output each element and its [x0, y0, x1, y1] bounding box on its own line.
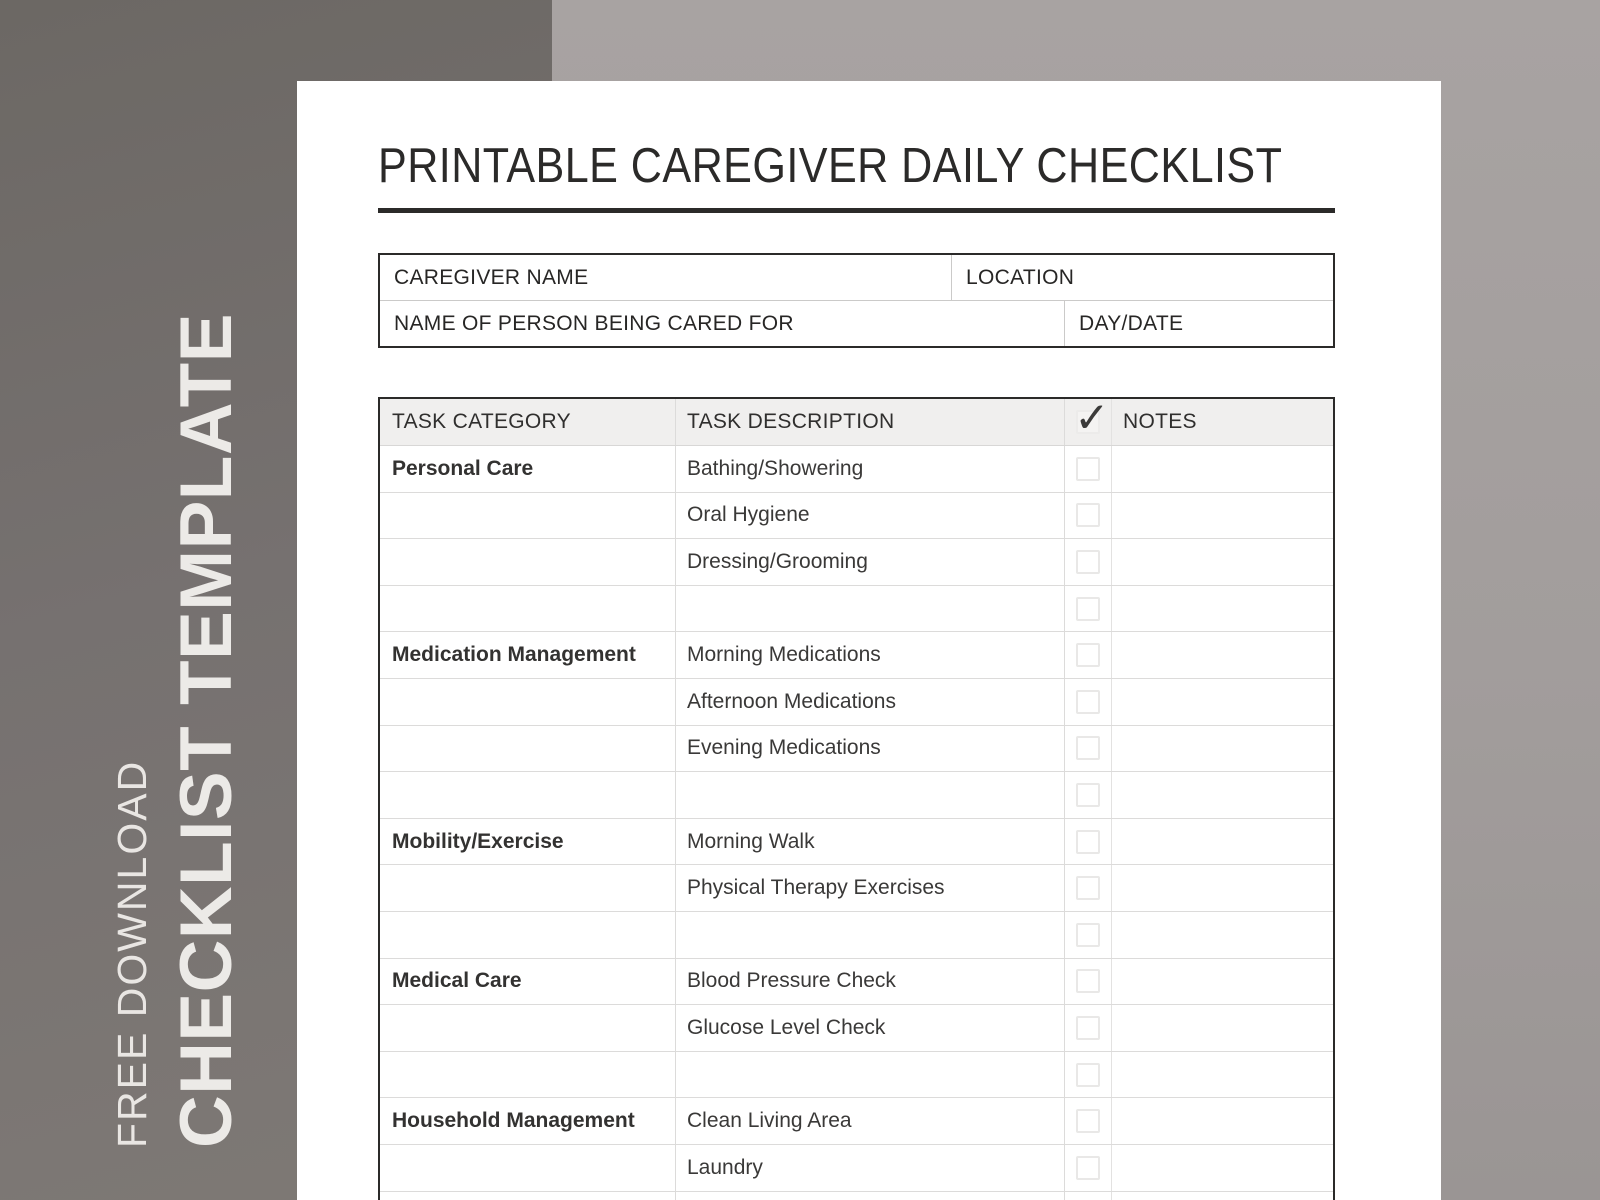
task-category-cell: [380, 1192, 676, 1200]
task-notes-cell: [1112, 865, 1333, 911]
task-row: [380, 959, 1333, 1006]
checkbox[interactable]: [1076, 1063, 1100, 1087]
task-description-cell: Glucose Level Check: [676, 1005, 1065, 1051]
task-description-cell: [676, 1052, 1065, 1098]
task-notes-cell: [1112, 1145, 1333, 1191]
caregiver-name-field: [380, 255, 952, 300]
task-category-cell: [380, 493, 676, 539]
task-notes-cell: [1112, 679, 1333, 725]
task-row: [380, 1052, 1333, 1099]
task-notes-cell: [1112, 959, 1333, 1005]
checkbox[interactable]: [1076, 457, 1100, 481]
task-category-cell: Mobility/Exercise: [380, 819, 676, 865]
task-description-cell: [676, 586, 1065, 632]
task-category-cell: [380, 539, 676, 585]
header-task-category: TASK CATEGORY: [380, 399, 676, 445]
task-check-cell: [1065, 679, 1112, 725]
task-category-cell: Personal Care: [380, 446, 676, 492]
info-row-1: [380, 255, 1333, 301]
task-row: [380, 539, 1333, 586]
task-notes-cell: [1112, 586, 1333, 632]
task-check-cell: [1065, 1005, 1112, 1051]
task-row: [380, 632, 1333, 679]
task-category-cell: [380, 679, 676, 725]
checkmark-icon: ✓: [1074, 392, 1110, 442]
task-notes-cell: [1112, 912, 1333, 958]
location-label: LOCATION: [966, 265, 1075, 289]
checkbox[interactable]: [1076, 923, 1100, 947]
task-description-cell: Clean Living Area: [676, 1098, 1065, 1144]
header-check-column: [1065, 392, 1112, 445]
task-description-cell: [676, 912, 1065, 958]
header-task-description: TASK DESCRIPTION: [676, 399, 1065, 445]
caregiver-name-label: CAREGIVER NAME: [394, 265, 589, 289]
checkbox[interactable]: [1076, 1109, 1100, 1133]
task-row: [380, 1005, 1333, 1052]
vertical-free-download-label: FREE DOWNLOAD: [109, 759, 155, 1148]
task-description-cell: Oral Hygiene: [676, 493, 1065, 539]
task-check-cell: [1065, 726, 1112, 772]
task-description-cell: Blood Pressure Check: [676, 959, 1065, 1005]
task-description-cell: Afternoon Medications: [676, 679, 1065, 725]
task-check-cell: [1065, 446, 1112, 492]
task-row: [380, 726, 1333, 773]
title-divider: [378, 208, 1335, 213]
task-description-cell: Morning Medications: [676, 632, 1065, 678]
task-category-cell: Medication Management: [380, 632, 676, 678]
person-cared-for-label: NAME OF PERSON BEING CARED FOR: [394, 311, 794, 335]
task-table-header: [380, 392, 1333, 446]
task-row: [380, 586, 1333, 633]
checkbox[interactable]: [1076, 597, 1100, 621]
task-notes-cell: [1112, 1005, 1333, 1051]
task-description-cell: [676, 772, 1065, 818]
task-notes-cell: [1112, 446, 1333, 492]
info-form: [378, 253, 1335, 348]
header-notes: NOTES: [1123, 410, 1197, 433]
day-date-field: [1065, 301, 1333, 346]
task-row: [380, 679, 1333, 726]
task-check-cell: [1065, 586, 1112, 632]
task-check-cell: [1065, 1192, 1112, 1200]
checkbox[interactable]: [1076, 1156, 1100, 1180]
person-cared-for-field: [380, 301, 1065, 346]
task-row: [380, 493, 1333, 540]
task-category-cell: [380, 726, 676, 772]
task-notes-cell: [1112, 726, 1333, 772]
task-notes-cell: [1112, 493, 1333, 539]
task-notes-cell: [1112, 1192, 1333, 1200]
checkbox[interactable]: [1076, 969, 1100, 993]
task-row: [380, 1145, 1333, 1192]
task-notes-cell: [1112, 819, 1333, 865]
info-row-2: [380, 301, 1333, 346]
task-category-cell: Medical Care: [380, 959, 676, 1005]
task-category-cell: [380, 1005, 676, 1051]
task-row: [380, 772, 1333, 819]
task-check-cell: [1065, 539, 1112, 585]
task-check-cell: [1065, 865, 1112, 911]
day-date-label: DAY/DATE: [1079, 311, 1184, 335]
task-row: [380, 819, 1333, 866]
task-category-cell: [380, 865, 676, 911]
checkbox[interactable]: [1076, 503, 1100, 527]
task-check-cell: [1065, 493, 1112, 539]
checkbox[interactable]: [1076, 876, 1100, 900]
checkbox[interactable]: [1076, 690, 1100, 714]
task-description-cell: Laundry: [676, 1145, 1065, 1191]
checkbox[interactable]: [1076, 550, 1100, 574]
task-notes-cell: [1112, 632, 1333, 678]
vertical-checklist-template-label: CHECKLIST TEMPLATE: [166, 313, 247, 1148]
task-description-cell: Dressing/Grooming: [676, 539, 1065, 585]
checkbox[interactable]: [1076, 736, 1100, 760]
task-check-cell: [1065, 819, 1112, 865]
task-description-cell: Physical Therapy Exercises: [676, 865, 1065, 911]
task-check-cell: [1065, 1145, 1112, 1191]
task-description-cell: Bathing/Showering: [676, 446, 1065, 492]
task-row: [380, 865, 1333, 912]
checkbox[interactable]: [1076, 1016, 1100, 1040]
task-notes-cell: [1112, 1052, 1333, 1098]
task-check-cell: [1065, 1052, 1112, 1098]
task-description-cell: Morning Walk: [676, 819, 1065, 865]
task-table: [378, 392, 1335, 1200]
checkbox[interactable]: [1076, 783, 1100, 807]
task-check-cell: [1065, 912, 1112, 958]
task-row: [380, 1098, 1333, 1145]
page-title: PRINTABLE CAREGIVER DAILY CHECKLIST: [378, 139, 1283, 193]
task-row: [380, 912, 1333, 959]
location-field: [952, 255, 1333, 300]
task-category-cell: [380, 912, 676, 958]
task-check-cell: [1065, 959, 1112, 1005]
task-category-cell: [380, 772, 676, 818]
task-description-cell: [676, 1192, 1065, 1200]
task-category-cell: [380, 1145, 676, 1191]
task-row: [380, 1192, 1333, 1200]
task-check-cell: [1065, 632, 1112, 678]
task-category-cell: Household Management: [380, 1098, 676, 1144]
task-category-cell: [380, 586, 676, 632]
task-row: [380, 446, 1333, 493]
task-check-cell: [1065, 772, 1112, 818]
task-rows: [380, 446, 1333, 1200]
task-notes-cell: [1112, 539, 1333, 585]
task-check-cell: [1065, 1098, 1112, 1144]
checkbox[interactable]: [1076, 643, 1100, 667]
task-description-cell: Evening Medications: [676, 726, 1065, 772]
checkbox[interactable]: [1076, 830, 1100, 854]
task-category-cell: [380, 1052, 676, 1098]
document-page: [297, 81, 1441, 1200]
task-notes-cell: [1112, 1098, 1333, 1144]
task-notes-cell: [1112, 772, 1333, 818]
